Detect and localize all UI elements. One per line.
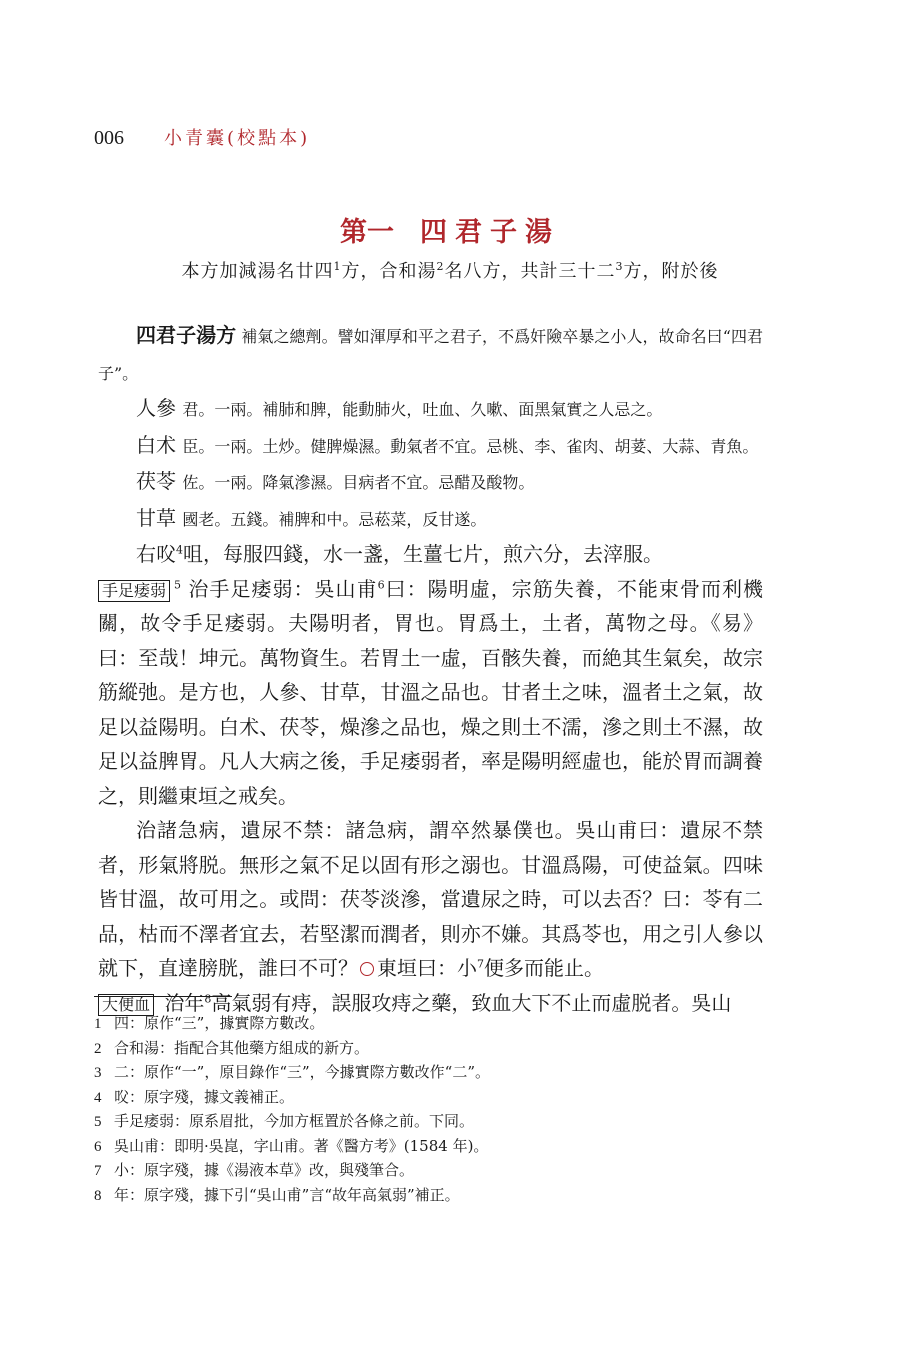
footnote [94,1086,774,1111]
page-number: 006 [94,127,124,149]
annotation-text: 國老。五錢。補脾和中。忌菘菜，反甘遂。 [182,509,487,529]
paragraph [98,813,763,986]
footnote-number: 7 [94,1163,102,1179]
formula-name: 四君子湯方 [136,323,237,347]
text-run: 白术 [136,432,183,457]
text-run: 本方加減湯名廿四 [181,261,334,282]
paragraph [98,464,763,501]
footnote [94,1061,774,1086]
paragraph [98,318,763,391]
text-run: 茯苓 [136,469,183,493]
footnote-number: 3 [94,1065,102,1081]
footnote-number: 5 [94,1114,102,1130]
footnote-ref: 4 [176,543,183,557]
footnote-number: 4 [94,1089,102,1106]
footnote-divider [94,996,232,997]
paragraph [98,428,763,465]
text-run: 甘草 [136,505,183,530]
text-run: 治諸急病，遺尿不禁：諸急病，謂卒然暴僕也。吳山甫曰：遺尿不禁者，形氣將脱。無形之氣不足以固有形之溺也。甘溫爲陽，可使益氣。四味皆甘溫，故可用之。或問：茯苓淡滲，當遺尿之時，可以去否？曰：苓有二品，枯而不澤者宜去，若堅潔而潤者，則亦不嫌。其爲苓也，用之引人參以就下，直達膀胱，誰曰不可？ [98,818,763,980]
footnote-ref: 7 [477,957,484,971]
footnote-ref: 5 [174,577,182,591]
footnote [94,1012,774,1037]
footnote-text: 合和湯：指配合其他藥方組成的新方。 [114,1038,370,1057]
footnote-ref: 6 [377,577,385,591]
footnote-number: 1 [94,1016,102,1032]
book-title: 小青囊(校點本) [164,128,311,149]
footnote-ref: 3 [615,260,624,273]
footnote-ref: 1 [333,260,342,273]
text-run: 方，附於後 [623,261,719,282]
footnote-text: 㕮：原字殘，據文義補正。 [114,1087,295,1106]
text-run: 治手足痿弱：吳山甫 [181,576,378,601]
footnote-text: 吳山甫：即明·吳崑，字山甫。著《醫方考》(1584 年)。 [114,1136,489,1155]
footnote [94,1037,774,1062]
chapter-title [0,210,900,249]
footnote [94,1184,774,1209]
footnote-number: 8 [94,1187,102,1204]
footnote [94,1159,774,1184]
page-header [94,124,310,150]
paragraph [98,572,763,814]
footnote [94,1135,774,1160]
text-run: 名八方，共計三十二 [444,261,616,282]
footnotes [94,1012,774,1208]
footnote-text: 二：原作“一”，原目錄作“三”，今據實際方數改作“二”。 [114,1063,491,1081]
text-run: 東垣曰：小 [377,956,477,980]
footnote-ref: 2 [436,260,445,273]
text-run: 方，合和湯 [341,261,437,282]
annotation-text: 君。一兩。補肺和脾，能動肺火，吐血、久嗽、面黑氣實之人忌之。 [182,400,663,419]
text-run: 便多而能止。 [484,956,604,980]
footnote-text: 四：原作“三”，據實際方數改。 [114,1014,325,1032]
circle-mark-icon [360,962,374,976]
footnote-text: 小：原字殘，據《湯液本草》改，與殘筆合。 [114,1161,415,1179]
annotation-text: 補氣之總劑。譬如渾厚和平之君子，不爲奸險卒暴之小人，故命名曰“四君子”。 [98,327,763,383]
text-run: 人參 [136,396,183,420]
text-run: 曰：陽明虛，宗筋失養，不能束骨而利機關，故令手足痿弱。夫陽明者，胃也。胃爲土，土者，萬物之母。《易》曰：至哉！坤元。萬物資生。若胃土一虛，百骸失養，而絶其生氣矣，故宗筋縱弛。是方也，人參、甘草，甘溫之品也。甘者土之味，溫者土之氣，故足以益陽明。白术、茯苓，燥滲之品也，燥之則土不濡，滲之則土不濕，故足以益脾胃。凡人大病之後，手足痿弱者，率是陽明經虛也，能於胃而調養之，則繼東垣之戒矣。 [98,576,764,808]
chapter-number: 第一 [340,217,394,248]
text-run: 治年 [158,990,205,1015]
footnote-number: 2 [94,1040,102,1057]
paragraph [98,391,763,428]
annotation-text: 佐。一兩。降氣滲濕。目病者不宜。忌醋及酸物。 [182,473,535,492]
text-run: 咀，每服四錢，水一盞，生薑七片，煎六分，去滓服。 [183,542,663,566]
text-run: 高氣弱有痔，誤服攻痔之藥，致血大下不止而虛脱者。吳山 [211,990,732,1015]
annotation-text: 臣。一兩。土炒。健脾燥濕。動氣者不宜。忌桃、李、雀肉、胡荽、大蒜、青魚。 [182,436,759,456]
boxed-heading: 手足痿弱 [98,580,170,602]
text-run: 右㕮 [136,542,176,566]
footnote-text: 手足痿弱：原系眉批，今加方框置於各條之前。下同。 [114,1112,475,1130]
main-text [98,318,763,1020]
chapter-formula-name: 四君子湯 [420,217,560,248]
chapter-subtitle [0,257,900,283]
footnote-text: 年：原字殘，據下引“吳山甫”言“故年高氣弱”補正。 [114,1185,460,1204]
boxed-heading: 大便血 [98,994,154,1016]
footnote-ref: 8 [204,991,212,1005]
paragraph [98,501,763,538]
footnote-number: 6 [94,1138,102,1155]
footnote [94,1110,774,1135]
paragraph [98,537,763,572]
